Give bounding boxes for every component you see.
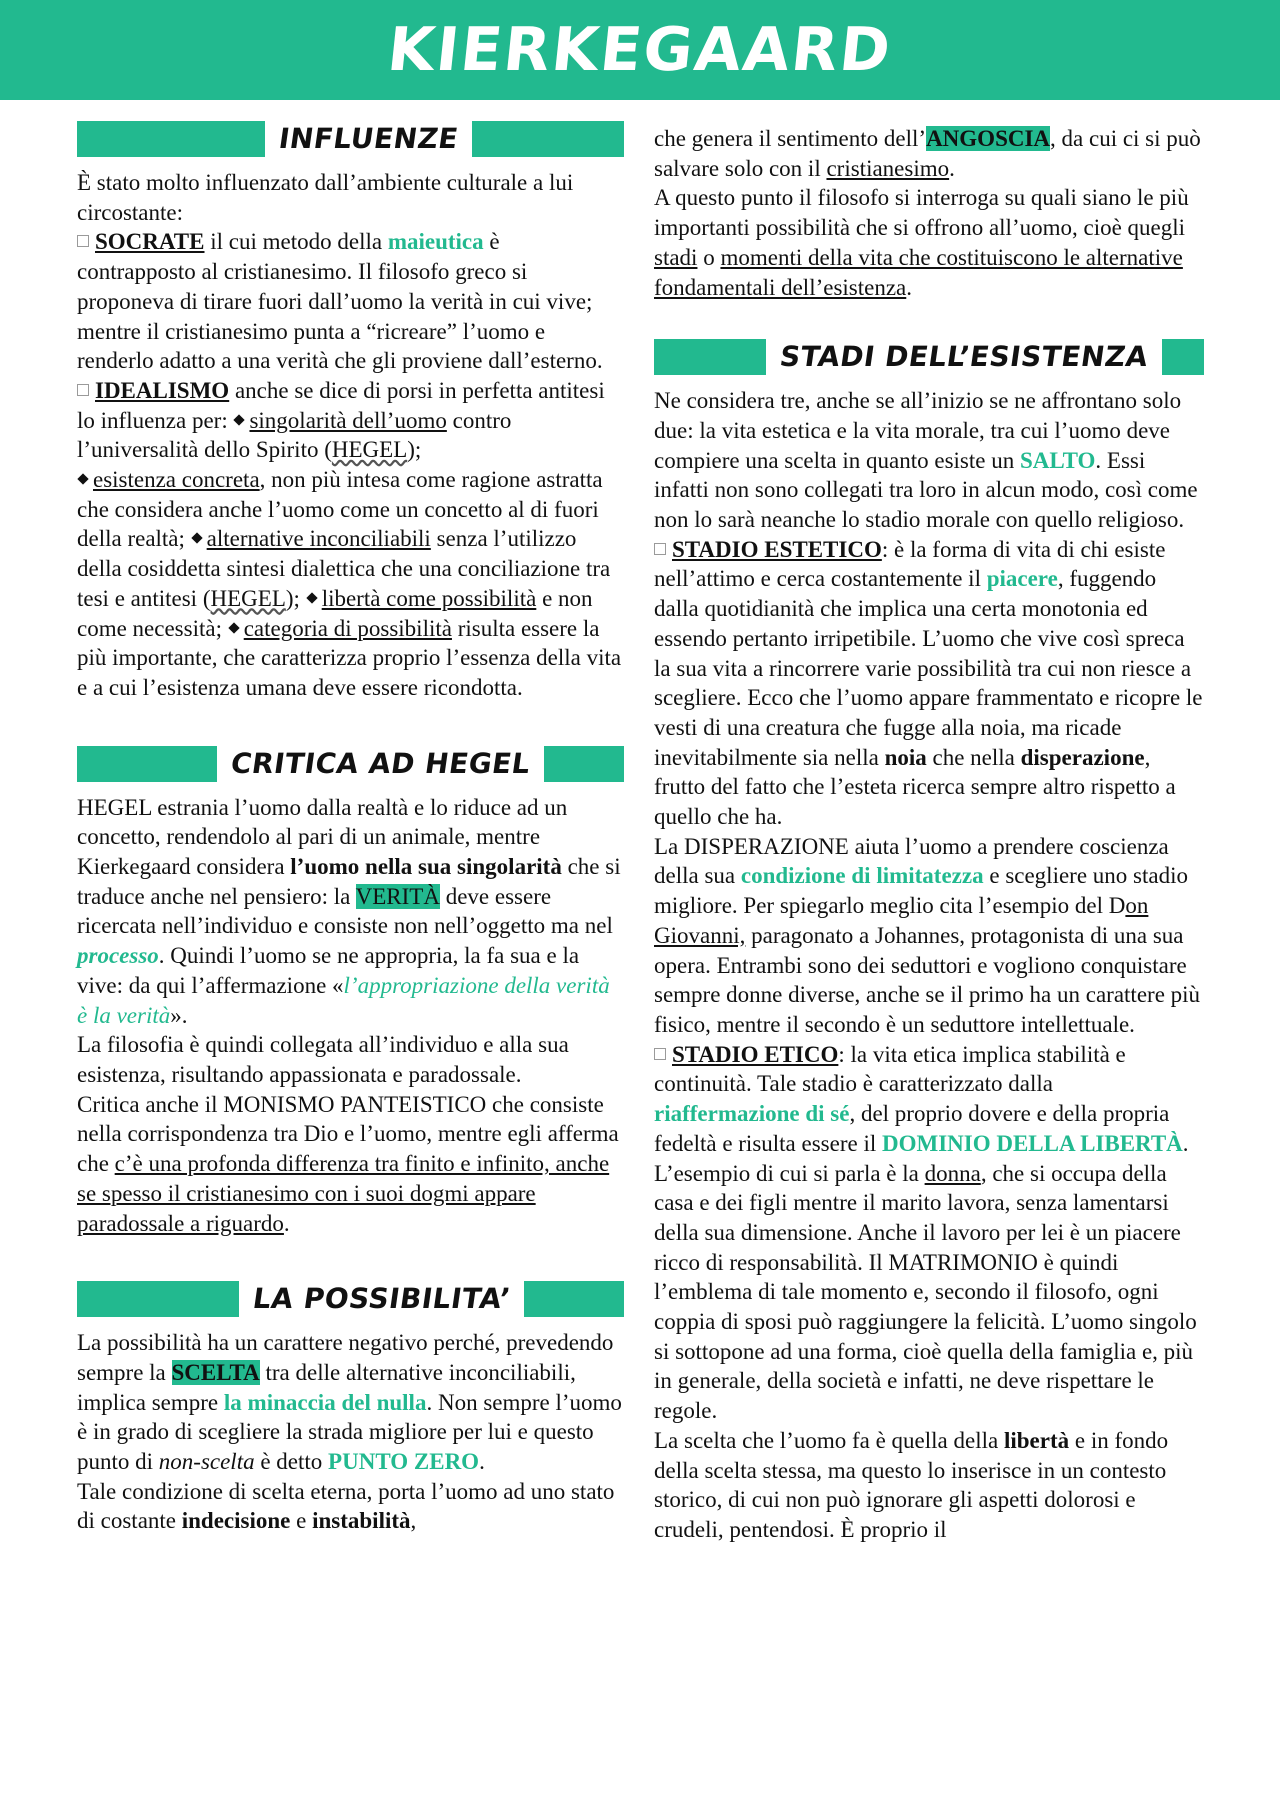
term-don-giovanni: on Giovanni, xyxy=(654,893,1149,948)
text: : è la forma di vita di chi esiste nell’attimo e cerca costantemente il xyxy=(654,536,1166,592)
text: Tale condizione di scelta eterna, porta l’uomo ad uno stato di costante xyxy=(77,1478,615,1534)
text: : la vita etica implica stabilità e continuità. Tale stadio è caratterizzato dalla xyxy=(654,1041,1126,1097)
term-noia: noia xyxy=(884,744,927,770)
text: risulta essere la più importante, che caratterizza proprio l’essenza della vita e a cui l’esistenza umana deve essere ricondotta. xyxy=(77,615,622,700)
diamond-bullet-icon xyxy=(228,622,239,633)
stadi-paragraph xyxy=(654,386,1204,535)
text: è contrapposto al cristianesimo. Il filosofo greco si proponeva di tirare fuori dall’uomo la verità in cui vive; mentre il cristianesimo punta a “ricreare” l’uomo e renderlo adatto a una verità che gli proviene dall’esterno. xyxy=(77,229,603,374)
text: . L’esempio di cui si parla è la xyxy=(654,1130,1189,1186)
possibilita-paragraph-2 xyxy=(77,1477,624,1536)
term-liberta: libertà xyxy=(1003,1427,1070,1453)
text: contro l’universalità dello Spirito ( xyxy=(77,407,512,463)
term-riaffermazione: riaffermazione di sé xyxy=(654,1101,850,1127)
term-non-scelta: non-scelta xyxy=(158,1449,255,1475)
text: . xyxy=(906,274,913,300)
term-hegel: HEGEL xyxy=(331,437,408,463)
section-heading-stadi xyxy=(654,336,1204,378)
text: o xyxy=(697,244,721,270)
point-categoria: categoria di possibilità xyxy=(243,615,452,641)
heading-bar-right xyxy=(1162,339,1204,375)
diamond-bullet-icon xyxy=(191,533,202,544)
text: e non come necessità; xyxy=(77,585,593,641)
underlined-statement: c’è una profonda differenza tra finito e infinito, anche se spesso il cristianesimo con i suoi dogmi appare paradossale a riguardo xyxy=(77,1151,610,1236)
checkbox-icon xyxy=(77,235,89,247)
term-scelta: SCELTA xyxy=(171,1359,260,1385)
heading-text: STADI DELL’ESISTENZA xyxy=(777,340,1151,374)
heading-text: CRITICA AD HEGEL xyxy=(228,746,533,780)
diamond-bullet-icon xyxy=(234,414,245,425)
text: , frutto del fatto che l’esteta ricerca sempre altro rispetto a quello che ha. xyxy=(654,744,1176,830)
checkbox-icon xyxy=(654,543,666,555)
title-banner xyxy=(0,0,1280,100)
text: paragonato a Johannes, protagonista di una sua opera. Entrambi sono dei seduttori e vogliono conquistare sempre donne diverse, anche se il primo ha un carattere più fisico, mentre il secondo è un seduttore intellettuale. xyxy=(654,922,1201,1037)
heading-bar-right xyxy=(524,1281,624,1317)
angoscia-paragraph xyxy=(654,124,1204,183)
critica-paragraph-1 xyxy=(77,793,624,1031)
heading-text: LA POSSIBILITA’ xyxy=(250,1282,513,1316)
stadio-estetico-paragraph xyxy=(654,535,1204,832)
text: . xyxy=(283,1210,290,1236)
critica-paragraph-3 xyxy=(77,1090,624,1239)
left-column xyxy=(77,118,624,1536)
text: Critica anche il MONISMO PANTEISTICO che consiste nella corrispondenza tra Dio e l’uomo, mentre egli afferma che xyxy=(77,1091,619,1177)
point-alternative: alternative inconciliabili xyxy=(206,526,431,552)
heading-bar-right xyxy=(472,121,624,157)
text: . Essi infatti non sono collegati tra loro in alcun modo, così come non lo sarà neanche lo stadio morale con quello religioso. xyxy=(654,447,1198,533)
text: che genera il sentimento dell’ xyxy=(654,126,927,151)
text: è detto xyxy=(254,1449,329,1475)
term-stadio-estetico: STADIO ESTETICO xyxy=(672,536,882,562)
text: senza l’utilizzo della cosiddetta sintesi dialettica che una conciliazione tra tesi e antitesi ( xyxy=(77,526,611,611)
term-indecisione: indecisione xyxy=(181,1508,291,1534)
text: La DISPERAZIONE aiuta l’uomo a prendere coscienza della sua xyxy=(654,833,1169,889)
checkbox-icon xyxy=(654,1048,666,1060)
term-donna: donna xyxy=(924,1160,981,1186)
term-angoscia: ANGOSCIA xyxy=(926,126,1051,151)
text: , xyxy=(410,1508,417,1534)
term-hegel: HEGEL xyxy=(210,585,286,611)
section-heading-possibilita xyxy=(77,1278,624,1320)
diamond-bullet-icon xyxy=(306,592,317,603)
text: ); xyxy=(285,585,306,611)
disperazione-paragraph xyxy=(654,832,1204,1040)
text: A questo punto il filosofo si interroga su quali siano le più importanti possibilità che si offrono all’uomo, cioè quegli xyxy=(654,185,1189,241)
heading-text: INFLUENZE xyxy=(276,122,461,156)
heading-bar-left xyxy=(654,339,766,375)
term-dominio-liberta: DOMINIO DELLA LIBERTÀ xyxy=(881,1130,1183,1156)
possibilita-paragraph-1 xyxy=(77,1328,624,1477)
term-verita: VERITÀ xyxy=(355,883,440,909)
liberta-paragraph xyxy=(654,1426,1204,1545)
text: . Quindi l’uomo se ne appropria, la fa sua e la vive: da qui l’affermazione « xyxy=(77,943,580,998)
text: ); xyxy=(407,437,422,463)
text: Ne considera tre, anche se all’inizio se ne affrontano solo due: la vita estetica e la vita morale, tra cui l’uomo deve compiere una scelta in quanto esiste un xyxy=(654,388,1182,473)
term-punto-zero: PUNTO ZERO xyxy=(328,1449,480,1475)
text: , del proprio dovere e della propria fedeltà e risulta essere il xyxy=(654,1101,1170,1156)
text: HEGEL estrania l’uomo dalla realtà e lo riduce ad un concetto, rendendolo al pari di un animale, mentre Kierkegaard considera xyxy=(77,794,568,880)
term-idealismo: IDEALISMO xyxy=(95,377,230,403)
term-instabilita: instabilità xyxy=(312,1508,411,1534)
influenze-text xyxy=(77,168,624,703)
text: che si traduce anche nel pensiero: la xyxy=(77,854,621,909)
term-limitatezza: condizione di limitatezza xyxy=(740,863,984,889)
influenze-intro: È stato molto influenzato dall’ambiente culturale a lui circostante: xyxy=(77,170,574,225)
term-piacere: piacere xyxy=(986,566,1058,592)
page-title: KIERKEGAARD xyxy=(384,15,896,85)
text: , da cui ci si può salvare solo con il xyxy=(654,126,1201,181)
term-cristianesimo: cristianesimo xyxy=(826,155,950,181)
text: anche se dice di porsi in perfetta antitesi lo influenza per: xyxy=(77,377,605,433)
text: . Non sempre l’uomo è in grado di scegliere la strada migliore per lui e questo punto di xyxy=(77,1389,622,1475)
critica-paragraph-2: La filosofia è quindi collegata all’individuo e alla sua esistenza, risultando appassionata e paradossale. xyxy=(77,1032,569,1087)
term-processo: processo xyxy=(77,943,159,969)
term-maieutica: maieutica xyxy=(387,229,484,255)
text: che nella xyxy=(926,744,1021,770)
heading-bar-left xyxy=(77,746,217,782)
checkbox-icon xyxy=(77,384,89,396)
text: La scelta che l’uomo fa è quella della xyxy=(654,1427,1004,1453)
right-column xyxy=(654,124,1204,1545)
term-stadio-etico: STADIO ETICO xyxy=(672,1041,839,1067)
text: il cui metodo della xyxy=(204,229,388,255)
term-stadi: stadi xyxy=(654,244,698,270)
term-socrate: SOCRATE xyxy=(95,229,205,255)
text: tra delle alternative inconciliabili, implica sempre xyxy=(77,1359,576,1415)
term-minaccia: la minaccia del nulla xyxy=(223,1389,427,1415)
text: ». xyxy=(170,1002,188,1028)
stadio-etico-paragraph xyxy=(654,1040,1204,1426)
section-heading-influenze xyxy=(77,118,624,160)
term-salto: SALTO xyxy=(1019,447,1096,473)
term-disperazione: disperazione xyxy=(1020,744,1145,770)
point-liberta: libertà come possibilità xyxy=(321,585,537,611)
text: , fuggendo dalla quotidianità che implica una certa monotonia ed essendo pertanto irripetibile. L’uomo che vive così spreca la sua vita a rincorrere varie possibilità tra cui non riesce a scegliere. Ecco che l’uomo appare frammentato e ricopre le vesti di una creatura che fugge alla noia, ma ricade inevitabilmente sia nella xyxy=(654,566,1203,770)
text: . xyxy=(479,1449,485,1475)
heading-bar-right xyxy=(544,746,624,782)
text: , non più intesa come ragione astratta che considera anche l’uomo come un concetto al di fuori della realtà; xyxy=(77,467,603,552)
stadi-intro-paragraph xyxy=(654,183,1204,302)
point-esistenza: esistenza concreta xyxy=(93,467,260,493)
section-heading-critica xyxy=(77,743,624,785)
text: deve essere ricercata nell’individuo e consiste non nell’oggetto ma nel xyxy=(77,883,613,939)
text: , che si occupa della casa e dei figli mentre il marito lavora, senza lamentarsi della sua dimensione. Anche il lavoro per lei è un piacere ricco di responsabilità. Il MATRIMONIO è quindi l’emblema di tale momento e, secondo il filosofo, ogni coppia di sposi può raggiungere la felicità. L’uomo singolo si sottopone ad una forma, cioè quella della famiglia e, più in generale, della società e infatti, ne deve rispettare le regole. xyxy=(654,1160,1197,1424)
term-momenti: momenti della vita che costituiscono le alternative fondamentali dell’esistenza xyxy=(654,244,1183,300)
point-singolarita: singolarità dell’uomo xyxy=(249,407,447,433)
text: . xyxy=(949,155,955,181)
diamond-bullet-icon xyxy=(77,473,88,484)
text: e in fondo della scelta stessa, ma questo lo inserisce in un contesto storico, di cui non può ignorare gli aspetti dolorosi e crudeli, pentendosi. È proprio il xyxy=(654,1427,1169,1542)
heading-bar-left xyxy=(77,1281,239,1317)
quote-appropriazione: l’appropriazione della verità è la verità xyxy=(77,972,610,1028)
term-uomo-singolarita: l’uomo nella sua singolarità xyxy=(290,854,562,880)
text: e scegliere uno stadio migliore. Per spiegarlo meglio cita l’esempio del D xyxy=(654,863,1188,919)
text: La possibilità ha un carattere negativo perché, prevedendo sempre la xyxy=(77,1330,614,1385)
text: e xyxy=(290,1508,313,1534)
heading-bar-left xyxy=(77,121,265,157)
